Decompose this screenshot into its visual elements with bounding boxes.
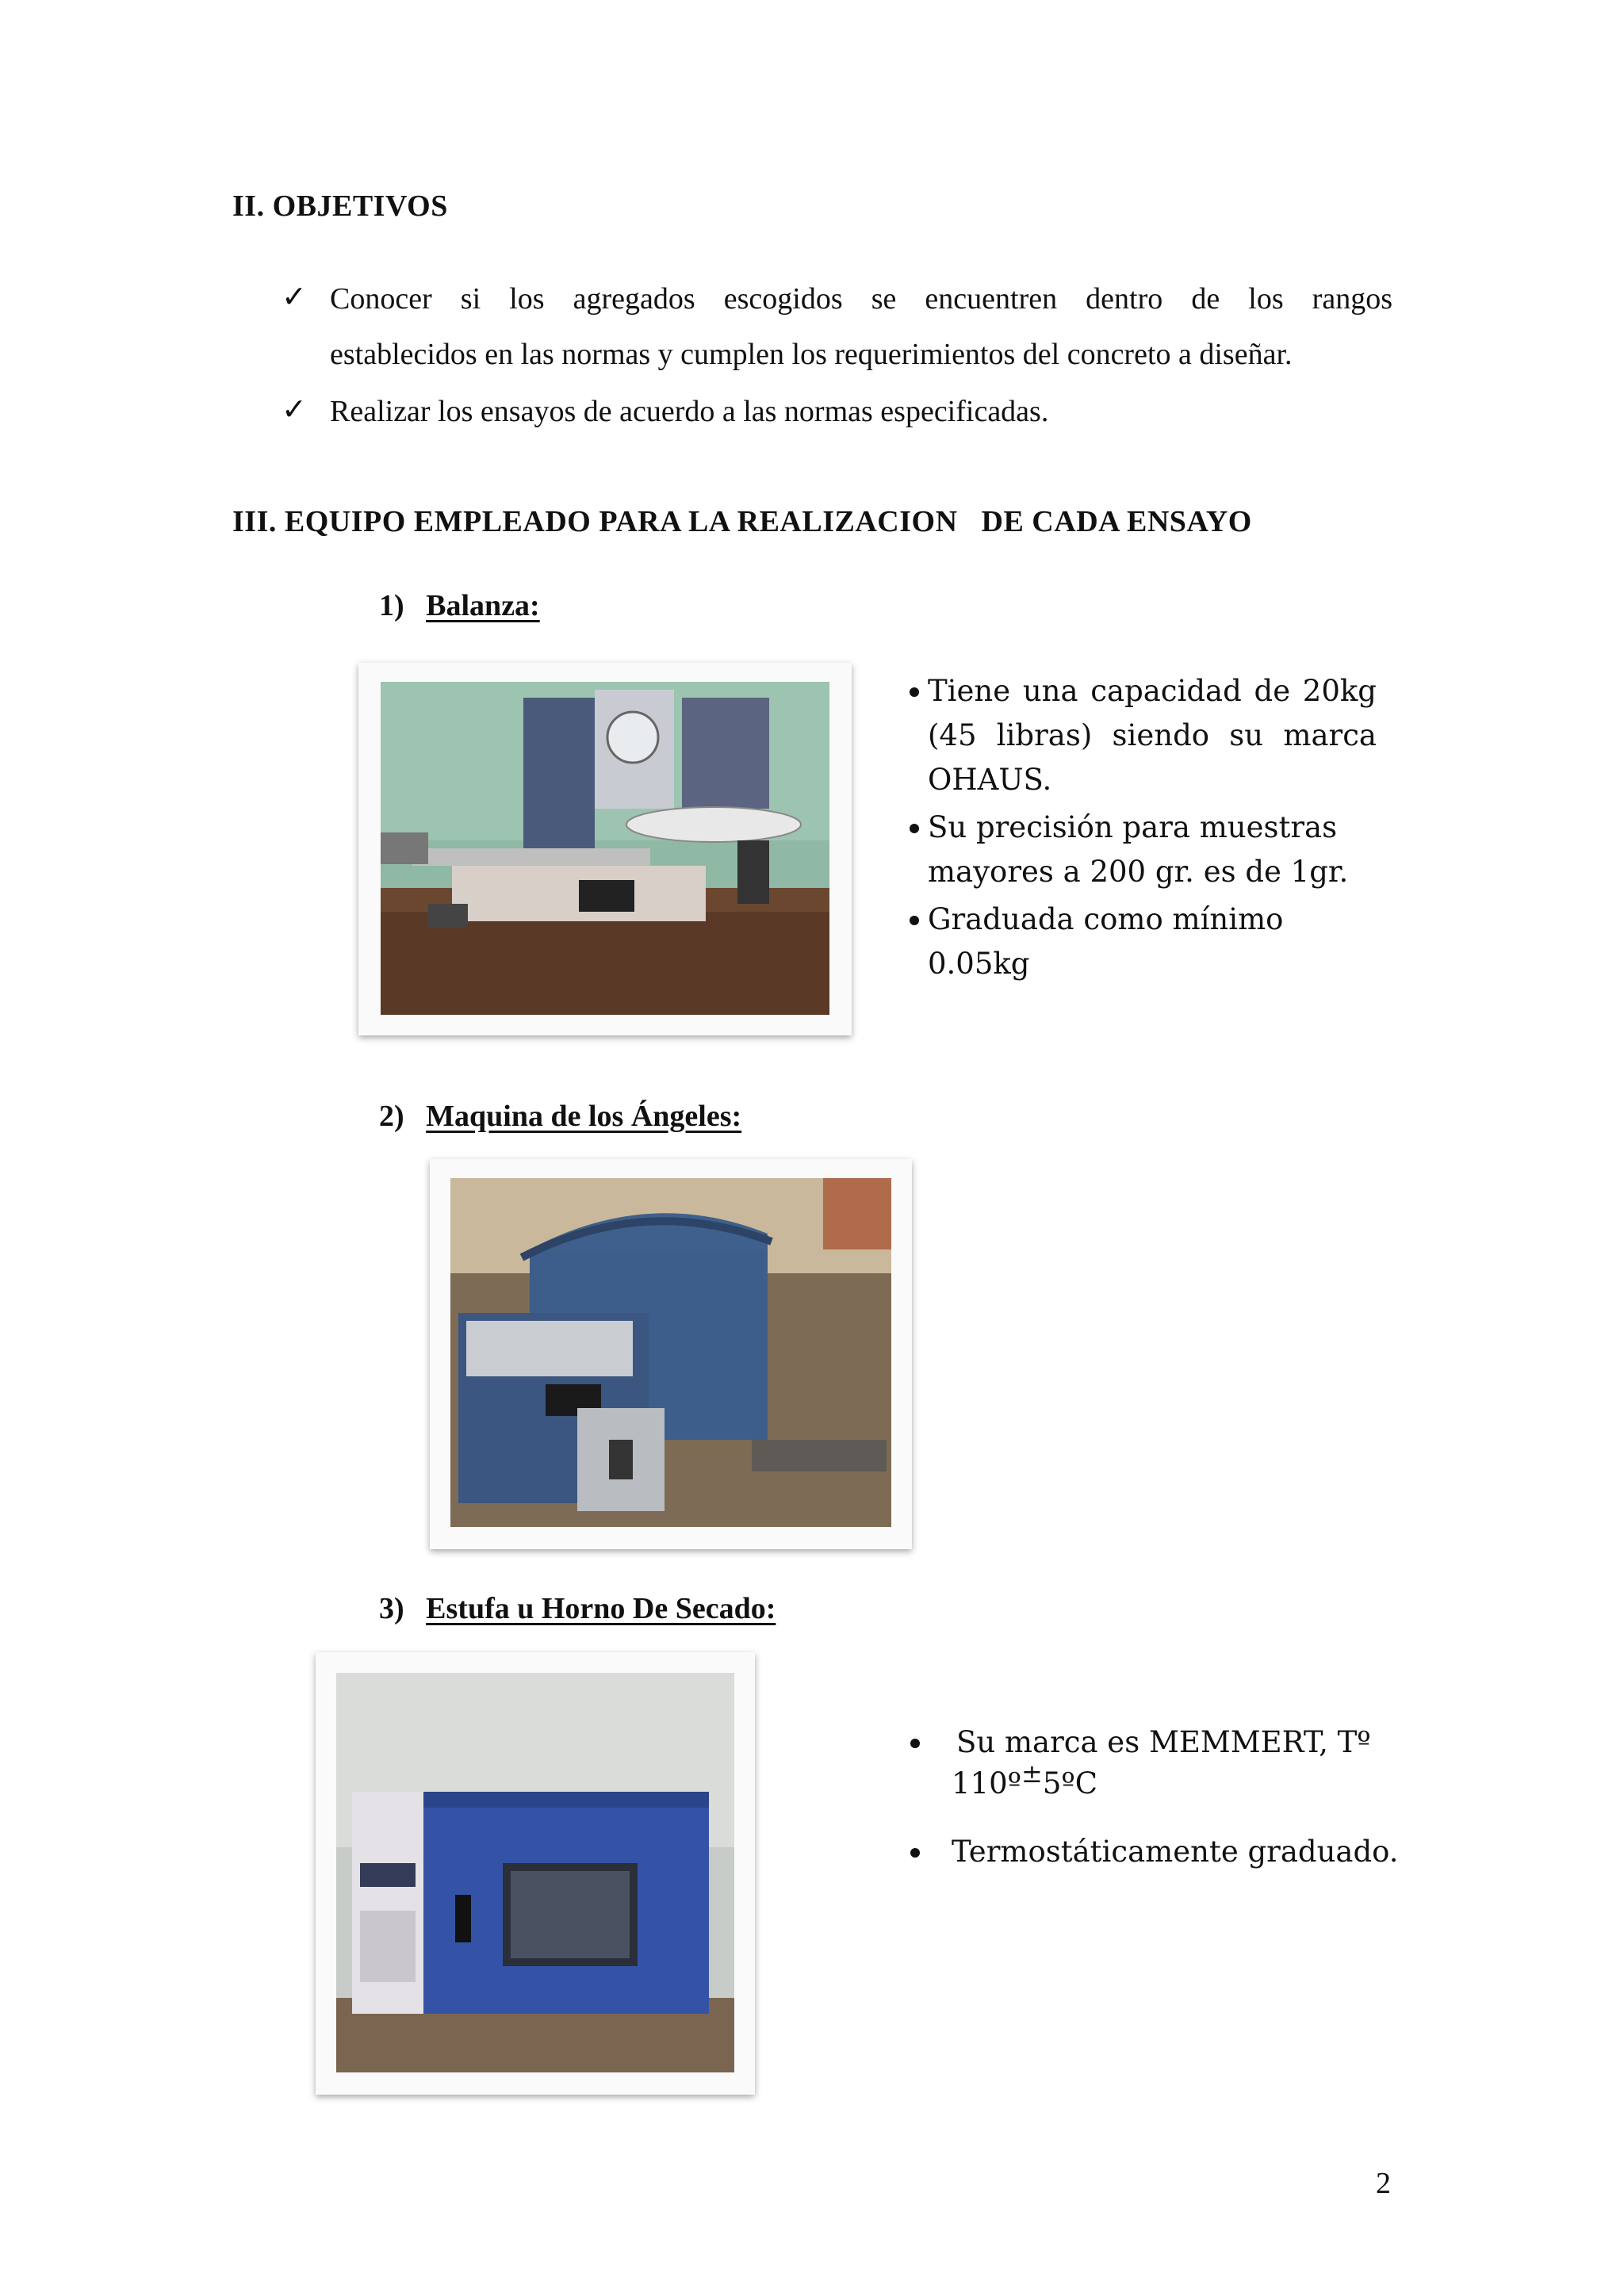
estufa-temp-value: 110º xyxy=(952,1766,1022,1800)
bullet-icon xyxy=(910,1848,920,1858)
objective-2: Realizar los ensayos de acuerdo a las normas especificadas. xyxy=(330,395,1049,428)
bullet-icon xyxy=(910,824,919,833)
plus-minus-sign: ± xyxy=(1021,1758,1043,1789)
equipment-3-title xyxy=(379,1591,776,1626)
section-2-heading: II. OBJETIVOS xyxy=(232,189,448,223)
balanza-spec-2-line-1: Su precisión para muestras xyxy=(928,810,1338,844)
equipment-2-title xyxy=(379,1099,741,1134)
bullet-icon xyxy=(910,687,919,697)
equipment-1-title xyxy=(379,588,540,623)
balanza-spec-2-line-2: mayores a 200 gr. es de 1gr. xyxy=(928,855,1349,889)
estufa-photo xyxy=(316,1652,755,2095)
checkmark-icon: ✓ xyxy=(282,393,307,427)
maquina-angeles-photo xyxy=(430,1159,912,1549)
estufa-spec-1-line-2 xyxy=(952,1758,1098,1807)
equipment-3-label: Estufa u Horno De Secado: xyxy=(426,1592,776,1625)
estufa-illustration xyxy=(336,1673,734,2072)
estufa-spec-2: Termostáticamente graduado. xyxy=(952,1835,1399,1869)
bullet-icon xyxy=(910,1739,920,1748)
equipment-2-label: Maquina de los Ángeles: xyxy=(426,1100,742,1133)
estufa-spec-1-line-1: Su marca es MEMMERT, Tº xyxy=(956,1725,1371,1759)
equipment-1-number: 1) xyxy=(379,589,404,622)
maquina-angeles-illustration xyxy=(450,1178,891,1527)
balanza-illustration xyxy=(381,682,829,1015)
balanza-specs xyxy=(902,669,1378,981)
balanza-spec-1-line-3: OHAUS. xyxy=(928,763,1052,797)
checkmark-icon: ✓ xyxy=(282,281,307,314)
balanza-spec-1-line-2: (45 libras) siendo su marca xyxy=(928,718,1377,752)
objective-1-line-2: establecidos en las normas y cumplen los requerimientos del concreto a diseñar. xyxy=(330,338,1293,371)
equipment-2-number: 2) xyxy=(379,1100,404,1133)
balanza-photo xyxy=(358,663,852,1035)
equipment-3-number: 3) xyxy=(379,1592,404,1625)
section-3-heading: III. EQUIPO EMPLEADO PARA LA REALIZACION DE CADA ENSAYO xyxy=(232,505,1252,538)
objective-1-line-1: Conocer si los agregados escogidos se encuentren dentro de los rangos xyxy=(330,282,1392,316)
estufa-temp-tolerance: 5ºC xyxy=(1042,1766,1098,1800)
equipment-1-label: Balanza: xyxy=(426,589,540,622)
estufa-specs xyxy=(904,1720,1411,1879)
balanza-spec-1-line-1: Tiene una capacidad de 20kg xyxy=(928,674,1377,708)
bullet-icon xyxy=(910,916,919,925)
balanza-spec-3: Graduada como mínimo 0.05kg xyxy=(928,902,1284,981)
page-number: 2 xyxy=(1376,2167,1391,2200)
